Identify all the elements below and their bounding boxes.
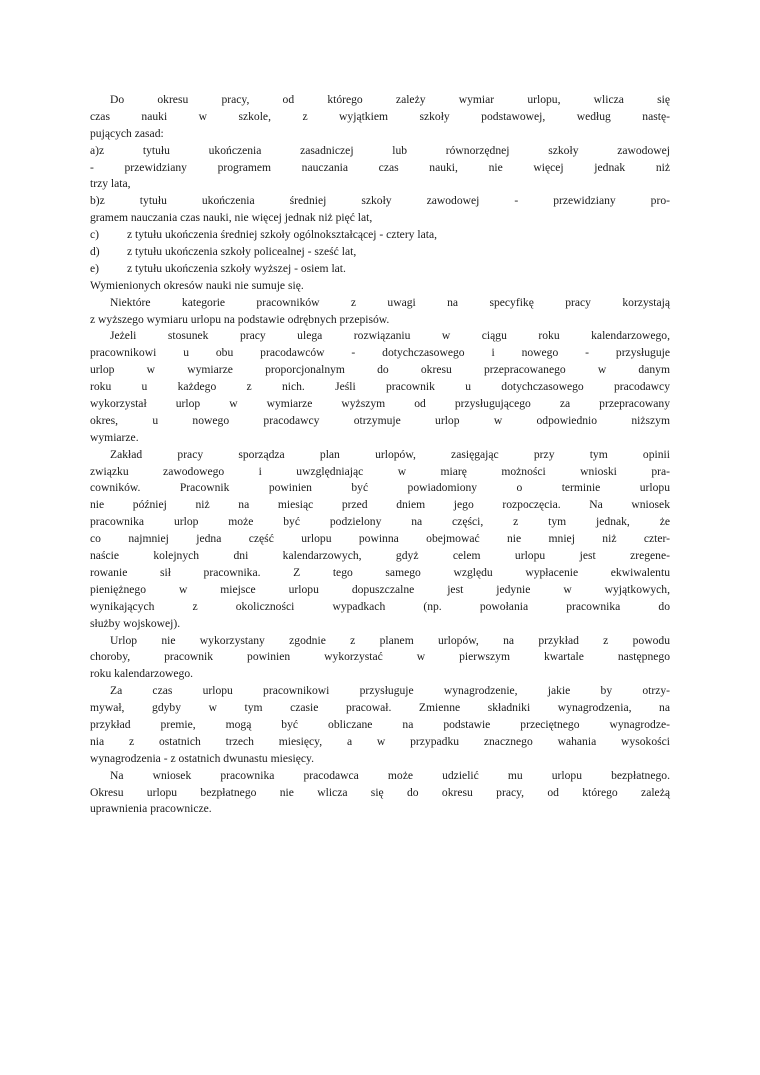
text-line: wynikających z okoliczności wypadkach (np. powołania pracownika do: [90, 599, 670, 613]
text-line: roku u każdego z nich. Jeśli pracownik u dotychczasowego pracodawcy: [90, 380, 670, 394]
list-item-label: d): [90, 245, 100, 259]
paragraph-2: [90, 295, 670, 329]
text-line: cowników. Pracownik powinien być powiadomiony o terminie urlopu: [90, 481, 670, 495]
text-line: wymiarze.: [90, 430, 139, 444]
list-item-label: b): [90, 194, 100, 208]
list-item-b: [90, 193, 670, 227]
text-line: wynagrodzenia - z ostatnich dwunastu miesięcy.: [90, 751, 314, 765]
list-item-e: [90, 261, 670, 278]
paragraph-4: [90, 447, 670, 633]
text-line: co najmniej jedna część urlopu powinna obejmować nie mniej niż czter-: [90, 532, 670, 546]
text-line: Urlop nie wykorzystany zgodnie z planem urlopów, na przykład z powodu: [110, 633, 670, 647]
list-item-c: [90, 227, 670, 244]
text-line: Zakład pracy sporządza plan urlopów, zasięgając przy tym opinii: [110, 447, 670, 461]
list-item-text: z tytułu ukończenia średniej szkoły ogólnokształcącej - cztery lata,: [127, 228, 438, 242]
list-item-text: z tytułu ukończenia zasadniczej lub równorzędnej szkoły zawodowej: [99, 143, 670, 157]
text-line: czas nauki w szkole, z wyjątkiem szkoły podstawowej, według nastę-: [90, 109, 670, 123]
list-item-label: a): [90, 143, 100, 157]
text-line: wykorzystał urlop w wymiarze wyższym od przysługującego za przepracowany: [90, 397, 670, 411]
text-line: rowanie sił pracownika. Z tego samego względu wypłacenie ekwiwalentu: [90, 565, 670, 579]
paragraph-5: [90, 633, 670, 684]
list-item-text: z tytułu ukończenia szkoły policealnej - sześć lat,: [127, 245, 357, 259]
text-line: z wyższego wymiaru urlopu na podstawie odrębnych przepisów.: [90, 312, 390, 326]
list-item-d: [90, 244, 670, 261]
text-line: gramem nauczania czas nauki, nie więcej jednak niż pięć lat,: [90, 211, 373, 225]
text-line: Na wniosek pracownika pracodawca może udzielić mu urlopu bezpłatnego.: [110, 768, 670, 782]
text-line: Za czas urlopu pracownikowi przysługuje wynagrodzenie, jakie by otrzy-: [110, 684, 670, 698]
list-item-line: [90, 143, 670, 160]
text-line: pracownikowi u obu pracodawców - dotychczasowego i nowego - przysługuje: [90, 346, 670, 360]
text-line: przykład premie, mogą być obliczane na podstawie przeciętnego wynagrodze-: [90, 717, 670, 731]
text-line: uprawnienia pracownicze.: [90, 802, 212, 816]
text-line: okres, u nowego pracodawcy otrzymuje urlop w odpowiednio niższym: [90, 413, 670, 427]
list-item-label: e): [90, 261, 100, 275]
text-line: Okresu urlopu bezpłatnego nie wlicza się do okresu pracy, od którego zależą: [90, 785, 670, 799]
text-line: nie później niż na miesiąc przed dniem jego rozpoczęcia. Na wniosek: [90, 498, 670, 512]
text-line: służby wojskowej).: [90, 616, 181, 630]
text-line: urlop w wymiarze proporcjonalnym do okresu przepracowanego w danym: [90, 363, 670, 377]
after-list-line: Wymienionych okresów nauki nie sumuje się.: [90, 278, 304, 292]
text-line: Jeżeli stosunek pracy ulega rozwiązaniu w ciągu roku kalendarzowego,: [110, 329, 670, 343]
paragraph-6: [90, 683, 670, 767]
list-item-a: [90, 143, 670, 194]
text-line: - przewidziany programem nauczania czas nauki, nie więcej jednak niż: [90, 160, 670, 174]
text-line: pieniężnego w miejsce urlopu dopuszczalne jest jedynie w wyjątkowych,: [90, 582, 670, 596]
text-line: roku kalendarzowego.: [90, 667, 194, 681]
paragraph-7: [90, 768, 670, 819]
text-line: Niektóre kategorie pracowników z uwagi na specyfikę pracy korzystają: [110, 295, 670, 309]
text-line: pracownika urlop może być podzielony na części, z tym jednak, że: [90, 515, 670, 529]
document-body: [90, 92, 670, 818]
list-item-line: [90, 193, 670, 210]
text-line: nia z ostatnich trzech miesięcy, a w przypadku znacznego wahania wysokości: [90, 734, 670, 748]
text-line: mywał, gdyby w tym czasie pracował. Zmienne składniki wynagrodzenia, na: [90, 701, 670, 715]
text-line: choroby, pracownik powinien wykorzystać w pierwszym kwartale następnego: [90, 650, 670, 664]
text-line: związku zawodowego i uwzględniając w miarę możności wnioski pra-: [90, 464, 670, 478]
text-line: pujących zasad:: [90, 126, 164, 140]
list-item-text: z tytułu ukończenia średniej szkoły zawodowej - przewidziany pro-: [99, 194, 670, 208]
text-line: trzy lata,: [90, 177, 131, 191]
list-item-label: c): [90, 228, 100, 242]
text-line: naście kolejnych dni kalendarzowych, gdyż celem urlopu jest zregene-: [90, 549, 670, 563]
paragraph-3: [90, 328, 670, 446]
list-item-text: z tytułu ukończenia szkoły wyższej - osiem lat.: [127, 261, 346, 275]
paragraph-intro: [90, 92, 670, 143]
list: [90, 143, 670, 278]
text-line: Do okresu pracy, od którego zależy wymiar urlopu, wlicza się: [110, 93, 670, 106]
